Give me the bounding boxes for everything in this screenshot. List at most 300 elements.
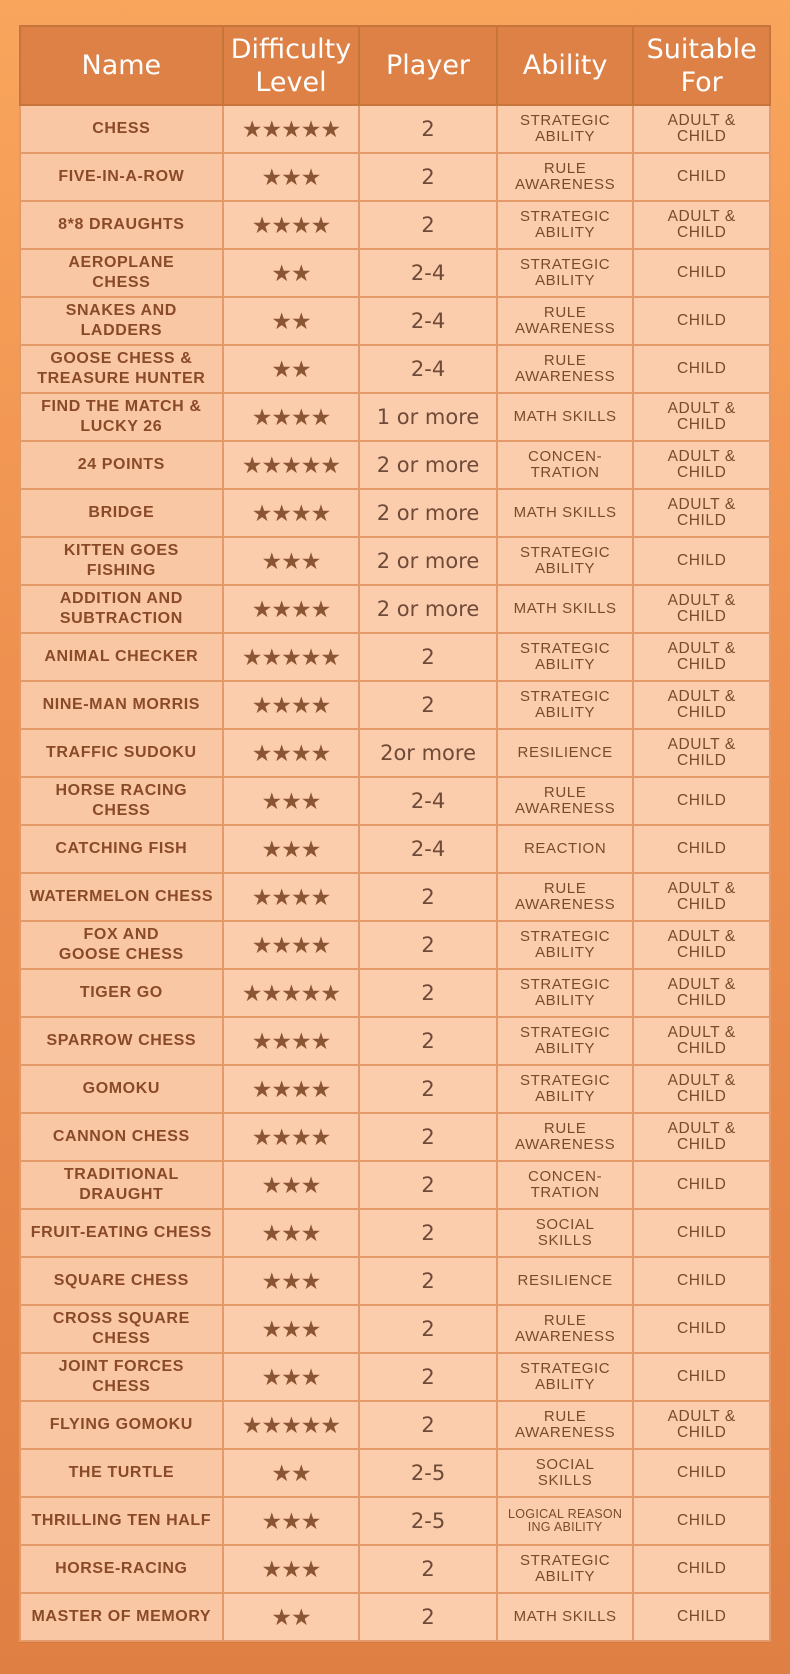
table-row [20,489,770,537]
table-row [20,1593,770,1641]
suitable-for [633,729,770,777]
game-name [20,873,223,921]
difficulty-stars-icon: ★★★★ [223,393,360,441]
player-count: 2-4 [359,345,497,393]
ability [497,777,634,825]
game-name-line: FIVE-IN-A-ROW [58,168,185,185]
ability-line: ABILITY [535,560,596,577]
ability-line: AWARENESS [515,176,616,193]
table-row [20,1017,770,1065]
ability-line: STRATEGIC [520,208,611,225]
table-row [20,105,770,153]
ability [497,537,634,585]
game-name-line: CHESS [92,802,151,819]
game-name [20,825,223,873]
game-name-line: GOOSE CHESS [58,946,184,963]
table-row [20,1497,770,1545]
game-name-line: NINE-MAN MORRIS [42,696,201,713]
suitable-for [633,1209,770,1257]
ability-line: AWARENESS [515,1424,616,1441]
suitable-for [633,825,770,873]
game-name [20,921,223,969]
table-body [20,105,770,1641]
suitable-for-line: CHILD [676,704,727,721]
difficulty-stars-icon: ★★★ [223,1257,360,1305]
game-name-line: DRAUGHT [79,1186,164,1203]
player-count: 2 [359,153,497,201]
game-name [20,777,223,825]
ability [497,249,634,297]
header-name: Name [20,26,223,105]
player-count: 2or more [359,729,497,777]
suitable-for-line: CHILD [676,512,727,529]
player-count: 2 [359,921,497,969]
suitable-for-line: CHILD [676,1560,727,1577]
player-count: 2 or more [359,441,497,489]
player-count: 2 [359,1065,497,1113]
difficulty-stars-icon: ★★★★ [223,1065,360,1113]
ability-line: RULE [543,160,587,177]
game-name-line: SNAKES AND [65,302,177,319]
game-name-line: CHESS [92,1378,151,1395]
ability-line: RESILIENCE [517,744,613,761]
suitable-for [633,537,770,585]
ability [497,153,634,201]
game-name [20,441,223,489]
suitable-for-line: CHILD [676,1224,727,1241]
ability-line: CONCEN- [528,1168,603,1185]
difficulty-stars-icon: ★★★ [223,1353,360,1401]
game-name [20,249,223,297]
ability-line: AWARENESS [515,800,616,817]
game-name-line: TRADITIONAL [63,1166,179,1183]
suitable-for [633,1113,770,1161]
ability [497,1113,634,1161]
suitable-for-line: CHILD [676,1272,727,1289]
ability [497,1209,634,1257]
suitable-for-line: CHILD [676,128,727,145]
game-name-line: CHESS [92,1330,151,1347]
difficulty-stars-icon: ★★★★ [223,873,360,921]
ability [497,1497,634,1545]
difficulty-stars-icon: ★★★★ [223,1017,360,1065]
suitable-for-line: ADULT & [667,208,736,225]
game-name-line: MASTER OF MEMORY [31,1608,212,1625]
game-name-line: FOX AND [83,926,160,943]
game-name-line: THE TURTLE [68,1464,175,1481]
game-name-line: CATCHING FISH [55,840,188,857]
difficulty-stars-icon: ★★★ [223,1209,360,1257]
difficulty-stars-icon: ★★ [223,249,360,297]
suitable-for-line: CHILD [676,1040,727,1057]
difficulty-stars-icon: ★★★★ [223,729,360,777]
game-name-line: HORSE RACING [55,782,188,799]
difficulty-stars-icon: ★★ [223,1449,360,1497]
ability-line: RULE [543,352,587,369]
suitable-for-line: CHILD [676,1368,727,1385]
ability-line: LOGICAL REASON [508,1507,623,1521]
ability-line: SOCIAL [535,1216,595,1233]
suitable-for-line: ADULT & [667,448,736,465]
player-count: 2 [359,969,497,1017]
ability [497,681,634,729]
suitable-for-line: CHILD [676,1424,727,1441]
ability [497,201,634,249]
ability-line: AWARENESS [515,1136,616,1153]
game-name [20,1545,223,1593]
table-row [20,249,770,297]
suitable-for-line: ADULT & [667,1072,736,1089]
table-row [20,1305,770,1353]
table-row [20,1209,770,1257]
suitable-for [633,249,770,297]
suitable-for-line: CHILD [676,552,727,569]
table-row [20,153,770,201]
ability-line: ABILITY [535,1376,596,1393]
suitable-for-line: ADULT & [667,1024,736,1041]
ability-line: RULE [543,304,587,321]
game-name [20,105,223,153]
header-difficulty-level: Difficulty Level [223,26,360,105]
suitable-for [633,1161,770,1209]
suitable-for-line: ADULT & [667,640,736,657]
ability-line: MATH SKILLS [513,600,617,617]
table-row [20,1401,770,1449]
ability-line: MATH SKILLS [513,1608,617,1625]
player-count: 2 [359,1401,497,1449]
ability [497,1449,634,1497]
difficulty-stars-icon: ★★★★ [223,585,360,633]
player-count: 2 or more [359,585,497,633]
suitable-for-line: ADULT & [667,592,736,609]
ability-line: STRATEGIC [520,976,611,993]
ability-line: ABILITY [535,656,596,673]
suitable-for [633,921,770,969]
difficulty-stars-icon: ★★★ [223,777,360,825]
game-name-line: LUCKY 26 [80,418,163,435]
game-name-line: SUBTRACTION [59,610,183,627]
difficulty-stars-icon: ★★ [223,1593,360,1641]
ability [497,825,634,873]
ability-line: STRATEGIC [520,1360,611,1377]
suitable-for [633,1065,770,1113]
difficulty-stars-icon: ★★★★ [223,489,360,537]
ability-line: ABILITY [535,1088,596,1105]
suitable-for [633,201,770,249]
game-name-line: SQUARE CHESS [53,1272,189,1289]
table-row [20,681,770,729]
player-count: 2 [359,1545,497,1593]
difficulty-stars-icon: ★★ [223,345,360,393]
player-count: 2-5 [359,1449,497,1497]
table-row [20,201,770,249]
game-name-line: 8*8 DRAUGHTS [58,216,185,233]
ability [497,105,634,153]
ability [497,489,634,537]
ability-line: RULE [543,1408,587,1425]
table-row [20,441,770,489]
ability-line: RULE [543,880,587,897]
game-name [20,1065,223,1113]
ability-line: SKILLS [537,1232,593,1249]
table-row [20,393,770,441]
game-name [20,1593,223,1641]
suitable-for-line: ADULT & [667,112,736,129]
suitable-for-line: ADULT & [667,400,736,417]
player-count: 2 [359,1593,497,1641]
game-name [20,345,223,393]
suitable-for [633,969,770,1017]
suitable-for-line: CHILD [676,608,727,625]
difficulty-stars-icon: ★★★ [223,537,360,585]
suitable-for-line: CHILD [676,896,727,913]
ability [497,729,634,777]
suitable-for-line: CHILD [676,656,727,673]
ability-line: AWARENESS [515,896,616,913]
game-name [20,729,223,777]
game-name [20,1209,223,1257]
ability [497,873,634,921]
game-name-line: LADDERS [80,322,163,339]
ability-line: SKILLS [537,1472,593,1489]
game-name [20,969,223,1017]
ability [497,393,634,441]
game-name-line: TIGER GO [79,984,163,1001]
ability [497,441,634,489]
ability-line: TRATION [530,1184,600,1201]
header-player: Player [359,26,497,105]
player-count: 2 or more [359,537,497,585]
game-name-line: AEROPLANE [68,254,175,271]
game-name-line: KITTEN GOES [63,542,179,559]
suitable-for [633,153,770,201]
game-name [20,633,223,681]
game-name-line: ADDITION AND [59,590,183,607]
ability [497,1593,634,1641]
suitable-for-line: CHILD [676,1512,727,1529]
game-name [20,585,223,633]
ability [497,345,634,393]
table-row [20,537,770,585]
game-name-line: CHESS [92,274,151,291]
suitable-for-line: CHILD [676,752,727,769]
difficulty-stars-icon: ★★ [223,297,360,345]
table-row [20,777,770,825]
difficulty-stars-icon: ★★★★ [223,1113,360,1161]
difficulty-stars-icon: ★★★★★ [223,633,360,681]
game-name [20,1161,223,1209]
game-name [20,297,223,345]
suitable-for-line: CHILD [676,1088,727,1105]
table-row [20,729,770,777]
suitable-for-line: ADULT & [667,736,736,753]
game-name-line: ANIMAL CHECKER [44,648,199,665]
player-count: 2 [359,1209,497,1257]
game-name-line: BRIDGE [88,504,155,521]
game-name-line: WATERMELON CHESS [29,888,214,905]
ability [497,633,634,681]
game-name [20,1305,223,1353]
player-count: 2-4 [359,249,497,297]
board-games-table [19,25,771,1642]
game-name-line: CHESS [92,120,151,137]
suitable-for-line: CHILD [676,792,727,809]
suitable-for-line: CHILD [676,312,727,329]
suitable-for-line: ADULT & [667,1408,736,1425]
suitable-for-line: CHILD [676,168,727,185]
suitable-for [633,1497,770,1545]
game-name [20,201,223,249]
game-name-line: HORSE-RACING [55,1560,188,1577]
table-row [20,297,770,345]
ability-line: CONCEN- [528,448,603,465]
game-name-line: SPARROW CHESS [46,1032,197,1049]
ability-line: RULE [543,1312,587,1329]
player-count: 2 [359,873,497,921]
suitable-for [633,1401,770,1449]
ability-line: ABILITY [535,1040,596,1057]
player-count: 2 [359,1161,497,1209]
ability-line: TRATION [530,464,600,481]
ability [497,1017,634,1065]
ability [497,921,634,969]
ability-line: STRATEGIC [520,112,611,129]
difficulty-stars-icon: ★★★★★ [223,1401,360,1449]
ability-line: STRATEGIC [520,544,611,561]
player-count: 2-4 [359,825,497,873]
suitable-for [633,1593,770,1641]
game-name [20,1353,223,1401]
difficulty-stars-icon: ★★★ [223,1545,360,1593]
suitable-for [633,489,770,537]
ability-line: STRATEGIC [520,928,611,945]
suitable-for-line: CHILD [676,840,727,857]
game-name [20,1113,223,1161]
game-name-line: THRILLING TEN HALF [31,1512,212,1529]
table-row [20,1065,770,1113]
suitable-for [633,1449,770,1497]
ability-line: ABILITY [535,128,596,145]
suitable-for-line: ADULT & [667,1120,736,1137]
suitable-for-line: CHILD [676,1176,727,1193]
difficulty-stars-icon: ★★★★ [223,681,360,729]
ability-line: RULE [543,784,587,801]
player-count: 2 [359,1353,497,1401]
table-row [20,969,770,1017]
suitable-for-line: CHILD [676,464,727,481]
game-name [20,681,223,729]
game-name-line: TRAFFIC SUDOKU [46,744,197,761]
ability-line: AWARENESS [515,1328,616,1345]
ability-line: AWARENESS [515,320,616,337]
game-name [20,1017,223,1065]
game-name-line: FLYING GOMOKU [49,1416,193,1433]
player-count: 2-4 [359,777,497,825]
difficulty-stars-icon: ★★★★★ [223,441,360,489]
suitable-for [633,105,770,153]
ability-line: STRATEGIC [520,688,611,705]
ability-line: MATH SKILLS [513,504,617,521]
game-name-line: FIND THE MATCH & [41,398,202,415]
suitable-for-line: ADULT & [667,928,736,945]
ability-line: ABILITY [535,1568,596,1585]
difficulty-stars-icon: ★★★ [223,825,360,873]
ability-line: RESILIENCE [517,1272,613,1289]
difficulty-stars-icon: ★★★ [223,1497,360,1545]
ability-line: STRATEGIC [520,1552,611,1569]
player-count: 2 [359,1257,497,1305]
game-name [20,1449,223,1497]
suitable-for [633,873,770,921]
ability [497,1545,634,1593]
suitable-for [633,393,770,441]
suitable-for [633,585,770,633]
game-name [20,393,223,441]
suitable-for [633,1257,770,1305]
suitable-for [633,1017,770,1065]
ability-line: STRATEGIC [520,640,611,657]
table-row [20,1161,770,1209]
suitable-for-line: CHILD [676,1608,727,1625]
game-name [20,1497,223,1545]
game-name-line: 24 POINTS [77,456,165,473]
ability [497,297,634,345]
ability-line: ABILITY [535,992,596,1009]
header-suitable-for: Suitable For [633,26,770,105]
ability [497,1161,634,1209]
game-name-line: GOOSE CHESS & [50,350,193,367]
suitable-for-line: CHILD [676,1464,727,1481]
player-count: 2-4 [359,297,497,345]
suitable-for [633,777,770,825]
ability-line: SOCIAL [535,1456,595,1473]
table-row [20,585,770,633]
suitable-for-line: CHILD [676,944,727,961]
ability-line: REACTION [523,840,607,857]
ability-line: STRATEGIC [520,1024,611,1041]
ability-line: STRATEGIC [520,1072,611,1089]
suitable-for-line: CHILD [676,1320,727,1337]
suitable-for-line: ADULT & [667,976,736,993]
ability [497,1353,634,1401]
suitable-for-line: CHILD [676,360,727,377]
player-count: 2 [359,681,497,729]
suitable-for-line: CHILD [676,264,727,281]
ability [497,1401,634,1449]
suitable-for-line: CHILD [676,224,727,241]
ability-line: ABILITY [535,704,596,721]
ability [497,1257,634,1305]
suitable-for [633,1545,770,1593]
ability-line: ABILITY [535,272,596,289]
difficulty-stars-icon: ★★★★ [223,921,360,969]
suitable-for [633,297,770,345]
game-name-line: JOINT FORCES [58,1358,185,1375]
suitable-for [633,345,770,393]
player-count: 2 [359,201,497,249]
table-header-row [20,26,770,105]
player-count: 2 [359,1017,497,1065]
game-name [20,489,223,537]
suitable-for-line: ADULT & [667,880,736,897]
ability-line: ING ABILITY [527,1520,603,1534]
player-count: 1 or more [359,393,497,441]
game-name-line: FISHING [86,562,156,579]
game-name [20,537,223,585]
suitable-for [633,681,770,729]
suitable-for [633,633,770,681]
table-row [20,1353,770,1401]
